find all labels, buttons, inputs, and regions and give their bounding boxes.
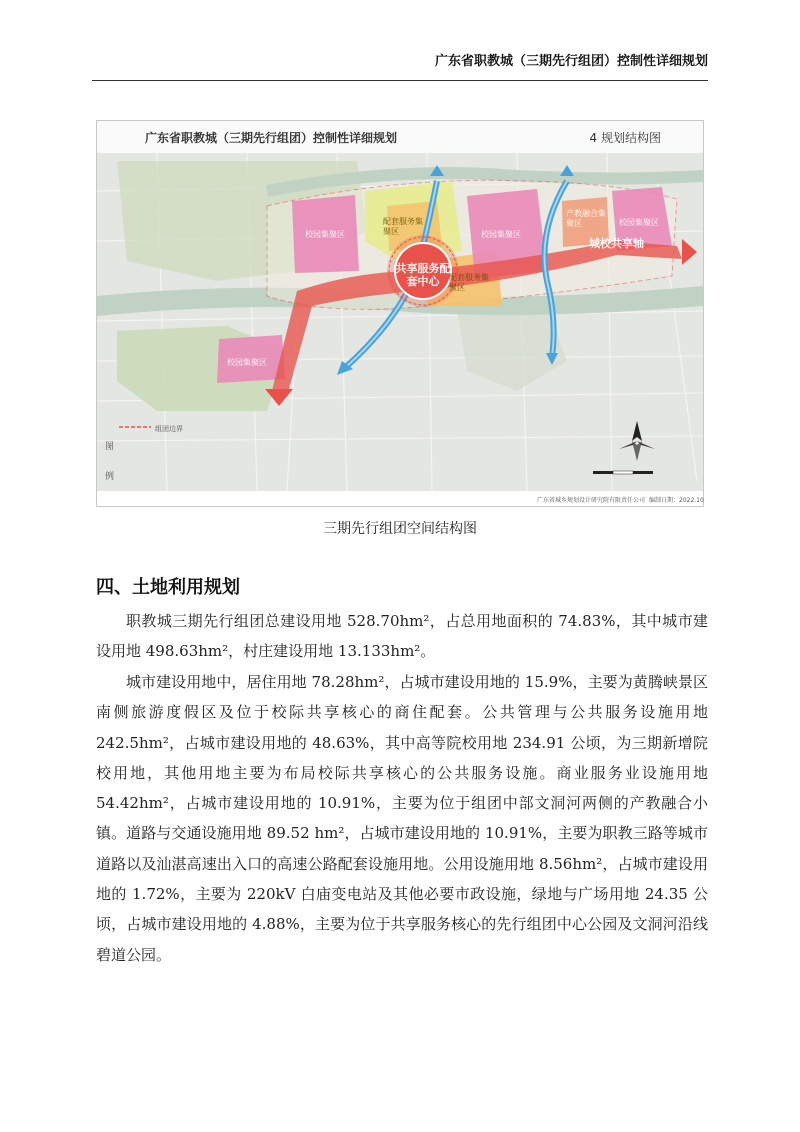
- header-rule: [92, 80, 708, 81]
- center-label: 共享服务配套中心: [395, 262, 451, 288]
- label-campus-west: 校园集聚区: [305, 230, 345, 239]
- paragraph-2: 城市建设用地中，居住用地 78.28hm²，占城市建设用地的 15.9%，主要为黄腾峡景区南侧旅游度假区及位于校际共享核心的商住配套。公共管理与公共服务设施用地 242.5hm²，占城市建设用地的 48.63%，其中高等院校用地 234.91 公顷，为三期新增院校用地，其他用地主要为布局校际共享核心的公共服务设施。商业服务业设施用地 54.42hm²，占城市建设用地的 10.91%，主要为位于组团中部文洞河两侧的产教融合小镇。道路与交通设施用地 89.52 hm²，占城市建设用地的 10.91%，主要为职教三路等城市道路以及汕湛高速出入口的高速公路配套设施用地。公用设施用地 8.56hm²，占城市建设用地的 1.72%，主要为 220kV 白庙变电站及其他必要市政设施，绿地与广场用地 24.35 公顷，占城市建设用地的 4.88%，主要为位于共享服务核心的先行组团中心公园及文洞河沿线碧道公园。: [96, 673, 708, 964]
- figure-title: 广东省职教城（三期先行组团）控制性详细规划: [145, 131, 398, 145]
- legend-title-2: 例: [105, 472, 115, 482]
- figure-footer-date: 编制日期：2022.10: [649, 497, 704, 504]
- label-service-north: 配套服务集聚区: [383, 217, 423, 236]
- axis-label: 城校共享轴: [589, 237, 644, 250]
- label-service-south: 配套服务集聚区: [449, 273, 489, 292]
- structure-map: [97, 121, 703, 506]
- section-heading: 四、土地利用规划: [96, 577, 240, 598]
- planning-map-figure: [96, 120, 704, 507]
- figure-number: 4 规划结构图: [589, 131, 661, 145]
- label-campus-southwest: 校园集聚区: [227, 358, 267, 367]
- figure-footer-org: 广东省城乡规划设计研究院有限责任公司: [537, 497, 646, 504]
- running-header: 广东省职教城（三期先行组团）控制性详细规划: [434, 54, 708, 69]
- figure-caption: 三期先行组团空间结构图: [323, 521, 477, 537]
- scale-bar: [593, 471, 653, 474]
- label-campus-mid: 校园集聚区: [481, 230, 521, 239]
- label-industry-east: 产教融合集聚区: [566, 209, 606, 228]
- legend-line-label: 组团边界: [155, 425, 183, 433]
- paragraph-1: 职教城三期先行组团总建设用地 528.70hm²，占总用地面积的 74.83%，其中城市建设用地 498.63hm²，村庄建设用地 13.133hm²。: [96, 612, 708, 661]
- legend-title-1: 图: [105, 442, 115, 452]
- label-campus-east: 校园集聚区: [619, 218, 659, 227]
